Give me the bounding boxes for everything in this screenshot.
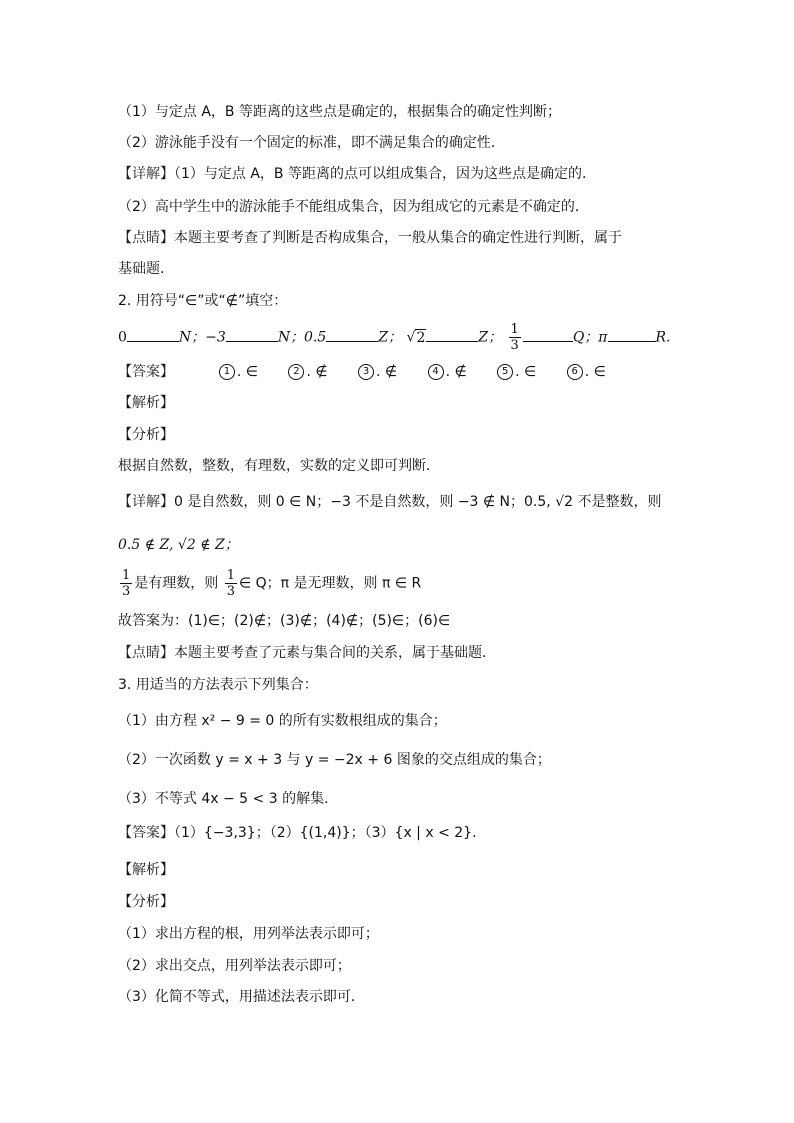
answer-blank: [426, 327, 478, 342]
text-line: （1）由方程 x² − 9 = 0 的所有实数根组成的集合；: [118, 713, 447, 729]
text-line: （2）求出交点，用列举法表示即可；: [118, 958, 351, 974]
text-line: （3）化简不等式，用描述法表示即可．: [118, 989, 365, 1005]
text-line: （1）求出方程的根，用列举法表示即可；: [118, 926, 379, 942]
text-line: 故答案为：(1)∈；(2)∉；(3)∉；(4)∉；(5)∈；(6)∈: [118, 613, 451, 629]
sqrt-expression: √2: [406, 329, 426, 346]
answer-blank: [127, 327, 179, 342]
answer-line: [118, 362, 632, 382]
text-line: 0.5 ∉ Z, √2 ∉ Z；: [118, 537, 239, 553]
section-tag: 【点睛】: [118, 230, 174, 246]
answer-item: 6 . ∈: [567, 362, 606, 382]
question-3: 3. 用适当的方法表示下列集合：: [118, 677, 318, 693]
answer-item: 4 . ∉: [428, 362, 467, 382]
text-line: 基础题.: [118, 261, 165, 277]
question-2: 2. 用符号“∈”或“∉”填空：: [118, 293, 288, 309]
answer-blank: [226, 327, 278, 342]
section-tag: 【解析】: [118, 862, 174, 878]
section-tag: 【解析】: [118, 395, 174, 411]
text-line: 【点睛】本题主要考查了判断是否构成集合，一般从集合的确定性进行判断，属于: [118, 230, 622, 246]
text-line: （3）不等式 4x − 5 < 3 的解集.: [118, 791, 329, 807]
fraction: $\frac{1}{3}$: [122, 568, 131, 599]
answer-item: 3 . ∉: [358, 362, 397, 382]
text-line: （2）一次函数 y = x + 3 与 y = −2x + 6 图象的交点组成的集合；: [118, 752, 551, 768]
text-line: 【详解】（1）与定点 A，B 等距离的点可以组成集合，因为这些点是确定的．: [118, 166, 596, 182]
answer-blank: [523, 327, 573, 342]
section-tag: 【答案】: [118, 825, 174, 841]
section-tag: 【分析】: [118, 427, 174, 443]
answer-blank: [608, 327, 656, 342]
fraction: $\frac{1}{3}$: [510, 322, 519, 353]
section-tag: 【详解】: [118, 494, 174, 510]
answer-blank: [326, 327, 378, 342]
text-line: （1）与定点 A，B 等距离的这些点是确定的，根据集合的确定性判断；: [118, 104, 561, 120]
section-tag: 【详解】: [118, 166, 174, 182]
text-line: 【点睛】本题主要考查了元素与集合间的关系，属于基础题．: [118, 645, 496, 661]
q2-fill-blanks: 0 N；−3 N；0.5 Z； √2 Z； $\frac{1}{3}$ Q；π R.: [118, 322, 671, 353]
answer-item: 5 . ∈: [497, 362, 536, 382]
section-tag: 【答案】: [118, 364, 174, 380]
section-tag: 【点睛】: [118, 645, 174, 661]
answer-item: 1 . ∈: [219, 362, 258, 382]
text-line: （2）高中学生中的游泳能手不能组成集合，因为组成它的元素是不确定的．: [118, 199, 589, 215]
fraction: $\frac{1}{3}$: [226, 568, 236, 599]
answer-line: 【答案】（1）{−3,3}；（2）{(1,4)}；（3）{x | x < 2}.: [118, 825, 477, 841]
section-tag: 【分析】: [118, 894, 174, 910]
text-line: （2）游泳能手没有一个固定的标准，即不满足集合的确定性．: [118, 135, 505, 151]
text-line: 根据自然数，整数，有理数，实数的定义即可判断．: [118, 458, 440, 474]
answer-item: 2 . ∉: [288, 362, 327, 382]
text-line: $\frac{1}{3}$ 是有理数，则 $\frac{1}{3}$ ∈ Q；π 是无理数，则 π ∈ R: [122, 568, 422, 599]
text-line: 【详解】0 是自然数，则 0 ∈ N；−3 不是自然数，则 −3 ∉ N；0.5, √2 不是整数，则: [118, 494, 662, 510]
